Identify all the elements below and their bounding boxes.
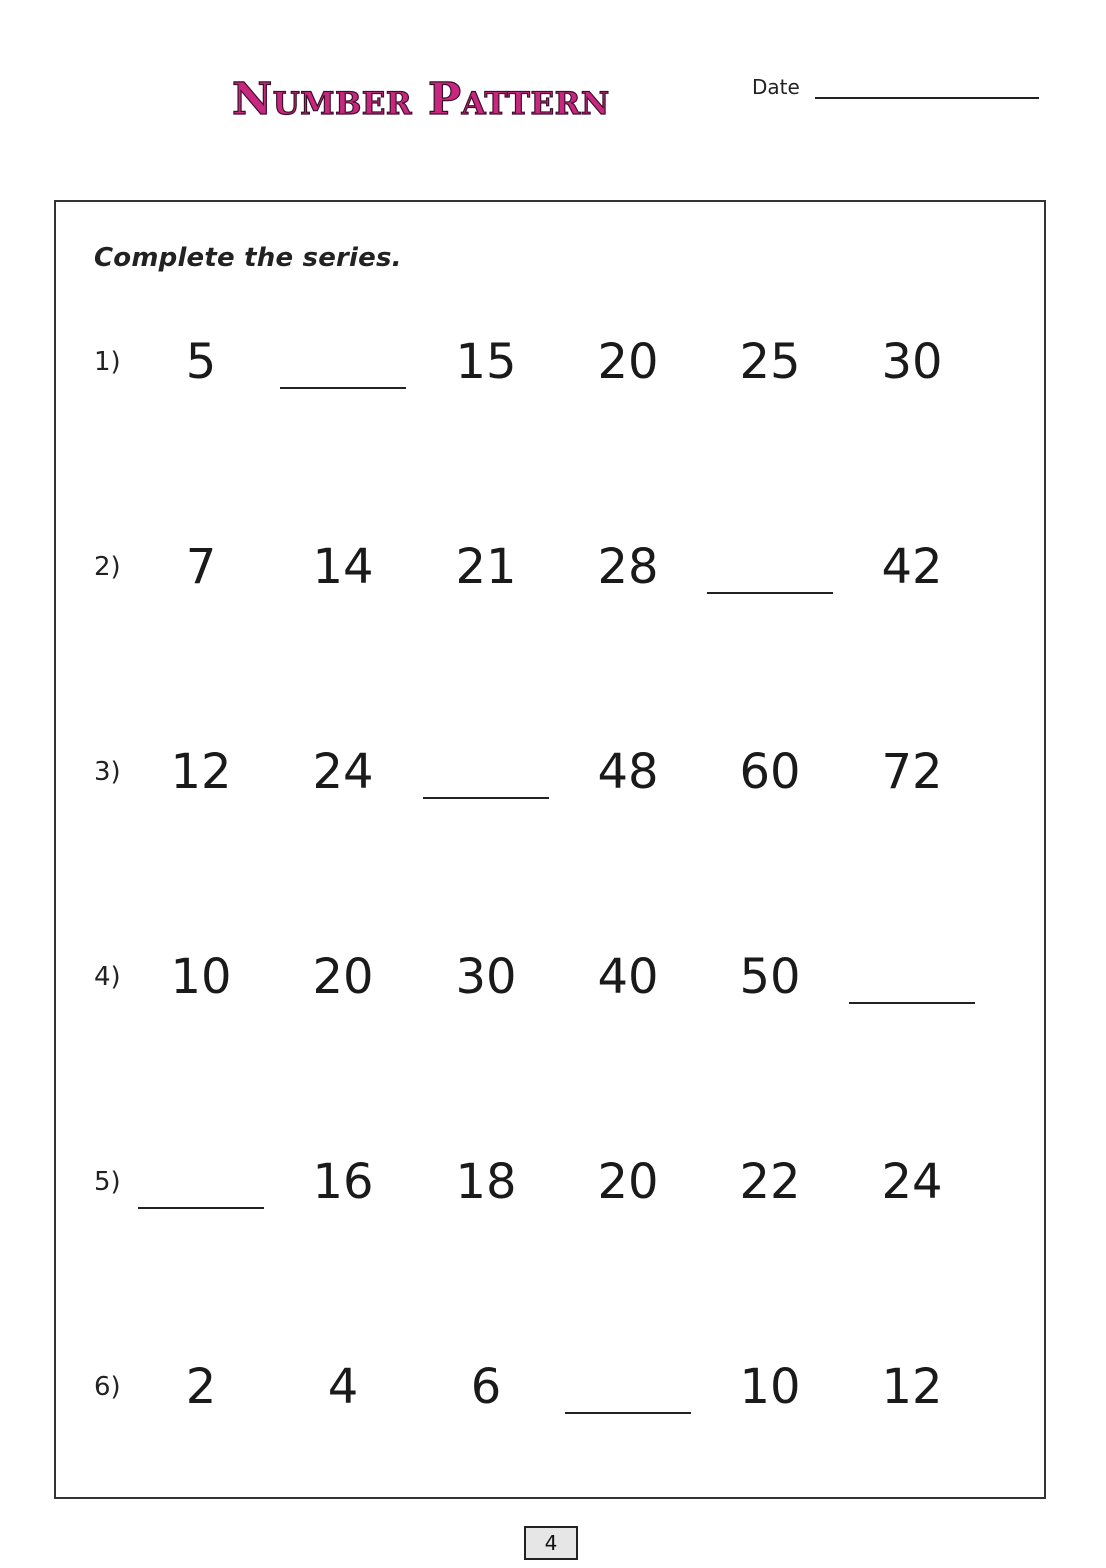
series-term: 20 [597, 1154, 659, 1210]
question-number: 2) [94, 552, 121, 582]
question-row [0, 732, 1106, 812]
series-term: 21 [455, 539, 517, 595]
series-term: 25 [739, 334, 801, 390]
series-term: 22 [739, 1154, 801, 1210]
page-number: 4 [524, 1526, 578, 1560]
series-term: 10 [170, 949, 232, 1005]
series-term: 28 [597, 539, 659, 595]
series-term: 42 [881, 539, 943, 595]
series-term: 12 [881, 1359, 943, 1415]
series-term: 50 [739, 949, 801, 1005]
question-row [0, 322, 1106, 402]
series-term: 20 [312, 949, 374, 1005]
answer-blank[interactable] [849, 1002, 975, 1004]
series-term: 72 [881, 744, 943, 800]
question-row [0, 937, 1106, 1017]
answer-blank[interactable] [280, 387, 406, 389]
question-number: 3) [94, 757, 121, 787]
series-term: 10 [739, 1359, 801, 1415]
date-field-line[interactable] [815, 97, 1039, 99]
series-term: 2 [185, 1359, 217, 1415]
answer-blank[interactable] [707, 592, 833, 594]
series-term: 4 [327, 1359, 359, 1415]
question-row [0, 1142, 1106, 1222]
question-number: 1) [94, 347, 121, 377]
series-term: 40 [597, 949, 659, 1005]
worksheet-title: Number Pattern [232, 74, 610, 125]
answer-blank[interactable] [565, 1412, 691, 1414]
series-term: 12 [170, 744, 232, 800]
series-term: 14 [312, 539, 374, 595]
series-term: 48 [597, 744, 659, 800]
series-term: 15 [455, 334, 517, 390]
series-term: 30 [455, 949, 517, 1005]
series-term: 24 [881, 1154, 943, 1210]
instruction-text: Complete the series. [94, 243, 402, 273]
question-number: 6) [94, 1372, 121, 1402]
date-label: Date [752, 75, 800, 99]
series-term: 18 [455, 1154, 517, 1210]
question-number: 4) [94, 962, 121, 992]
series-term: 6 [470, 1359, 502, 1415]
answer-blank[interactable] [423, 797, 549, 799]
series-term: 24 [312, 744, 374, 800]
answer-blank[interactable] [138, 1207, 264, 1209]
series-term: 5 [185, 334, 217, 390]
question-row [0, 1347, 1106, 1427]
question-row [0, 527, 1106, 607]
series-term: 30 [881, 334, 943, 390]
series-term: 7 [185, 539, 217, 595]
series-term: 20 [597, 334, 659, 390]
series-term: 60 [739, 744, 801, 800]
series-term: 16 [312, 1154, 374, 1210]
question-number: 5) [94, 1167, 121, 1197]
